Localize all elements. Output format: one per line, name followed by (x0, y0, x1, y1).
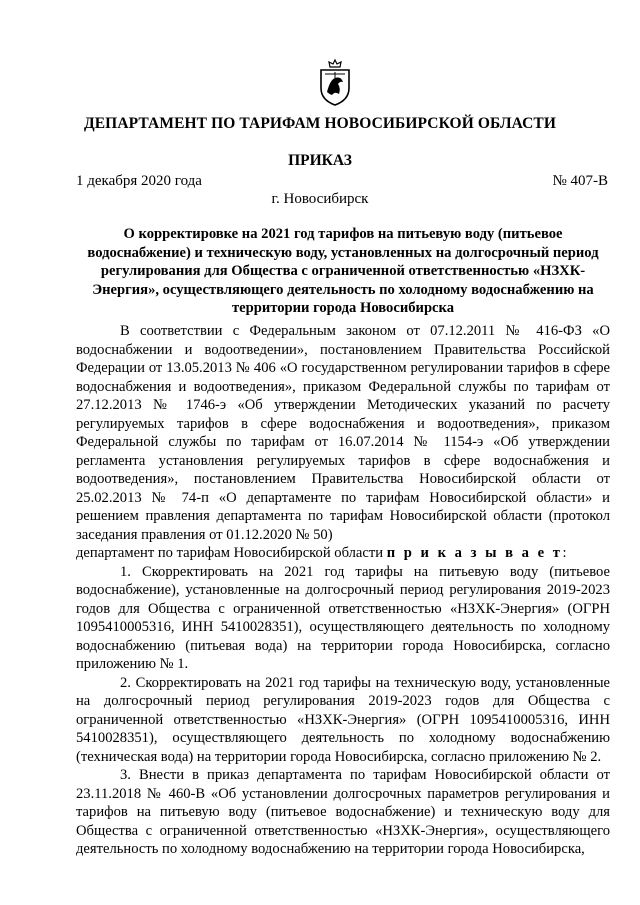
order-date: 1 декабря 2020 года (76, 173, 202, 189)
order-number: № 407-В (552, 173, 608, 189)
order-item-2: 2. Скорректировать на 2021 год тарифы на техническую воду, установленные на долгосрочный период регулирования 2019-2023 годов для Общества с ограниченной ответственностью «НЗХК-Энергия» (ОГРН 1095410005316, ИНН 5410028351), осуществляющего деятельность по холодному водоснабжению (техническая вода) на территории города Новосибирска, согласно приложению № 2. (76, 674, 610, 765)
order-item-1: 1. Скорректировать на 2021 год тарифы на питьевую воду (питьевое водоснабжение), установленные на долгосрочный период регулирования 2019-2023 годов для Общества с ограниченной ответственностью «НЗХК-Энергия» (ОГРН 1095410005316, ИНН 5410028351), осуществляющего деятельность по холодному водоснабжению (питьевая вода) на территории города Новосибирска, согласно приложению № 1. (76, 563, 610, 672)
city: г. Новосибирск (271, 191, 369, 207)
coat-of-arms-icon (315, 58, 355, 108)
orders-word: п р и к а з ы в а е т (386, 545, 563, 561)
order-item-3: 3. Внести в приказ департамента по тарифам Новосибирской области от 23.11.2018 № 460-В «Об установлении долгосрочных параметров регулирования и тарифов на питьевую воду (питьевое водоснабжение) и техническую воду для Общества с ограниченной ответственностью «НЗХК-Энергия», осуществляющего деятельность по холодному водоснабжению на территории города Новосибирска, (76, 767, 610, 857)
orders-colon: : (562, 545, 567, 561)
orders-intro: департамент по тарифам Новосибирской области (76, 545, 384, 561)
order-body (76, 322, 610, 859)
order-subject: О корректировке на 2021 год тарифов на питьевую воду (питьевое водоснабжение) и техническую воду, установленных на долгосрочный период регулирования для Общества с ограниченной ответственностью «НЗХК-Энергия», осуществляющего деятельность по холодному водоснабжению на территории города Новосибирска (87, 226, 599, 316)
department-name: ДЕПАРТАМЕНТ ПО ТАРИФАМ НОВОСИБИРСКОЙ ОБЛАСТИ (83, 115, 557, 132)
orders-line (76, 544, 610, 563)
document-type: ПРИКАЗ (288, 152, 352, 169)
preamble-paragraph: В соответствии с Федеральным законом от 07.12.2011 № 416-ФЗ «О водоснабжении и водоотведении», постановлением Правительства Российской Федерации от 13.05.2013 № 406 «О государственном регулировании тарифов в сфере водоснабжения и водоотведения», приказом Федеральной службы по тарифам от 27.12.2013 № 1746-э «Об утверждении Методических указаний по расчету регулируемых тарифов в сфере водоснабжения и водоотведения», приказом Федеральной службы по тарифам от 16.07.2014 № 1154-э «Об утверждении регламента установления регулируемых тарифов в сфере водоснабжения и водоотведения», постановлением Правительства Новосибирской области от 25.02.2013 № 74-п «О департаменте по тарифам Новосибирской области» и решением правления департамента по тарифам Новосибирской области (протокол заседания правления от 01.12.2020 № 50) (76, 323, 610, 543)
